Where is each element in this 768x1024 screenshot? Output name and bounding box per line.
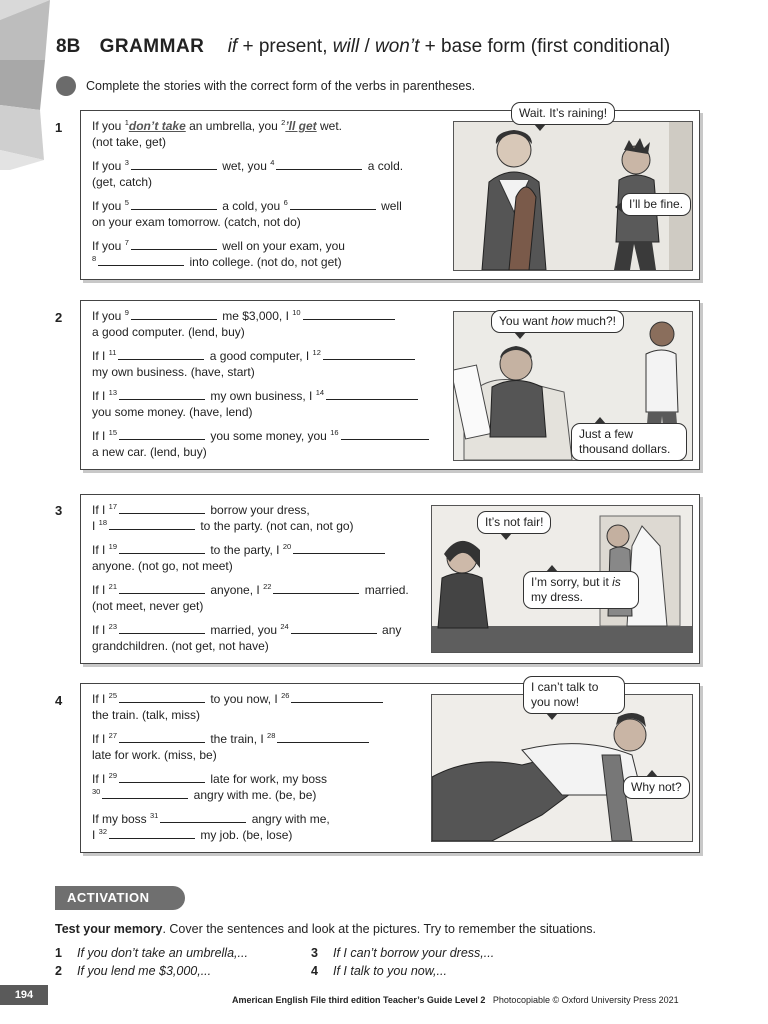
sentence-group: If my boss $^{31}$ angry with me, I $^{32}$ my job. (be, lose) [92, 811, 330, 842]
speech-bubble: Wait. It’s raining! [511, 102, 615, 125]
exercise-lines [92, 692, 447, 852]
answer-blank[interactable] [290, 199, 376, 210]
speech-bubble: I’m sorry, but it is my dress. [523, 571, 639, 609]
topic-part: + base form (first conditional) [419, 36, 671, 57]
answer-text: don’t take [128, 119, 186, 133]
answer-blank[interactable] [291, 623, 377, 634]
instruction-text: Complete the stories with the correct form of the verbs in parentheses. [86, 79, 476, 93]
corner-fan-decoration [0, 0, 50, 170]
sentence-group: If you $^7$ well on your exam, you $^8$ into college. (not do, not get) [92, 238, 345, 269]
speech-bubble: It’s not fair! [477, 511, 551, 534]
exercise-number: 3 [55, 503, 63, 518]
sentence-group: If I $^{29}$ late for work, my boss $^{30}$ angry with me. (be, be) [92, 771, 328, 802]
answer-blank[interactable] [109, 828, 195, 839]
exercise-number: 2 [55, 310, 63, 325]
answer-blank[interactable] [276, 159, 362, 170]
sentence-group: If you $^5$ a cold, you $^6$ well on your exam tomorrow. (catch, not do) [92, 198, 402, 229]
answer-blank[interactable] [119, 732, 205, 743]
answer-blank[interactable] [119, 623, 205, 634]
sentence-group: If you $^3$ wet, you $^4$ a cold. (get, catch) [92, 158, 404, 189]
answer-blank[interactable] [326, 389, 418, 400]
illustration-phone [431, 694, 693, 842]
answer-blank[interactable] [291, 692, 383, 703]
speech-bubble: You want how much?! [491, 310, 624, 333]
speech-bubble: Why not? [623, 776, 690, 799]
exercise-lines [92, 503, 447, 663]
page-title [56, 36, 756, 58]
answer-blank[interactable] [131, 309, 217, 320]
answer-text: ’ll get [285, 119, 317, 133]
exercise-lines [92, 119, 447, 279]
exercise-box-4 [80, 680, 700, 853]
exercise-number: 4 [55, 693, 63, 708]
exercise-box-2 [80, 300, 700, 470]
prompt-item: 2 If you lend me $3,000,... [55, 964, 212, 978]
answer-blank[interactable] [119, 429, 205, 440]
sentence-group: If I $^{17}$ borrow your dress, I $^{18}$ to the party. (not can, not go) [92, 502, 354, 533]
topic-part: / [359, 36, 376, 57]
sentence-group: If I $^{13}$ my own business, I $^{14}$ you some money. (have, lend) [92, 389, 447, 420]
answer-blank[interactable] [119, 583, 205, 594]
section-label: GRAMMAR [99, 36, 205, 57]
sentence-group: If I $^{15}$ you some money, you $^{16}$ a new car. (lend, buy) [92, 429, 447, 460]
bullet-icon [56, 76, 76, 96]
answer-blank[interactable] [131, 239, 217, 250]
unit-code: 8B [56, 36, 81, 57]
answer-blank[interactable] [102, 788, 188, 799]
sentence-group: If I $^{23}$ married, you $^{24}$ any grandchildren. (not get, not have) [92, 622, 402, 653]
speech-bubble: I’ll be fine. [621, 193, 691, 216]
answer-blank[interactable] [119, 389, 205, 400]
footer: American English File third edition Teacher’s Guide Level 2 Photocopiable © Oxford University Press 2021 [232, 995, 679, 1005]
page-number: 194 [0, 985, 48, 1005]
sentence-group: If I $^{21}$ anyone, I $^{22}$ married. (not meet, never get) [92, 582, 409, 613]
exercise-box-3 [80, 494, 700, 664]
answer-blank[interactable] [109, 519, 195, 530]
answer-blank[interactable] [131, 159, 217, 170]
sentence-group: If I $^{11}$ a good computer, I $^{12}$ my own business. (have, start) [92, 349, 447, 380]
answer-blank[interactable] [119, 543, 205, 554]
answer-blank[interactable] [293, 543, 385, 554]
answer-blank[interactable] [303, 309, 395, 320]
sentence-group: If I $^{27}$ the train, I $^{28}$ late for work. (miss, be) [92, 732, 447, 763]
sentence-group: If I $^{25}$ to you now, I $^{26}$ the train. (talk, miss) [92, 692, 447, 723]
phone-scene-graphic [432, 695, 692, 841]
answer-blank[interactable] [119, 692, 205, 703]
sentence-group: If I $^{19}$ to the party, I $^{20}$ anyone. (not go, not meet) [92, 543, 447, 574]
sentence-group: If you $^1$don’t take an umbrella, you $^2$’ll get wet. (not take, get) [92, 118, 342, 149]
answer-blank[interactable] [277, 732, 369, 743]
answer-blank[interactable] [323, 349, 415, 360]
prompt-item: 3 If I can’t borrow your dress,... [311, 946, 495, 960]
answer-blank[interactable] [131, 199, 217, 210]
topic-part: + present, [237, 36, 333, 57]
topic-will: will [332, 36, 360, 57]
topic-wont: won’t [375, 36, 420, 57]
exercise-box-1 [80, 106, 700, 280]
answer-blank[interactable] [273, 583, 359, 594]
prompt-item: 1 If you don’t take an umbrella,... [55, 946, 248, 960]
answer-blank[interactable] [98, 255, 184, 266]
answer-blank[interactable] [118, 349, 204, 360]
activation-label: ACTIVATION [55, 886, 185, 910]
prompt-item: 4 If I talk to you now,... [311, 964, 447, 978]
answer-blank[interactable] [119, 772, 205, 783]
speech-bubble: Just a few thousand dollars. [571, 423, 687, 461]
test-memory-instruction: Test your memory. Cover the sentences and look at the pictures. Try to remember the situations. [55, 922, 597, 936]
answer-blank[interactable] [119, 503, 205, 514]
instruction [56, 76, 475, 96]
sentence-group: If you $^9$ me $3,000, I $^{10}$ a good computer. (lend, buy) [92, 309, 447, 340]
exercise-lines [92, 309, 447, 469]
answer-blank[interactable] [341, 429, 429, 440]
exercise-number: 1 [55, 120, 63, 135]
answer-blank[interactable] [160, 812, 246, 823]
speech-bubble: I can’t talk to you now! [523, 676, 625, 714]
topic-if: if [227, 36, 238, 57]
